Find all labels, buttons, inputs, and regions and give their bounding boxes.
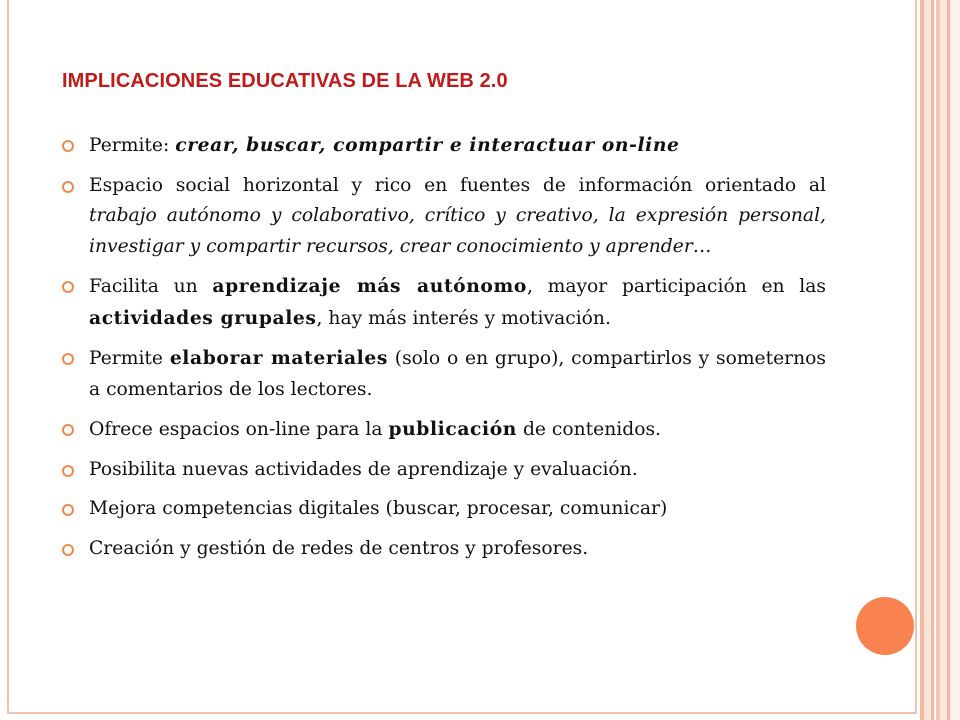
orange-circle-icon [856, 597, 914, 655]
bullet-emphasis: trabajo autónomo y colaborativo, crítico y creativo, la expresión personal, investigar y compartir recursos, crear conocimiento y aprender… [89, 205, 826, 257]
bullet-emphasis: actividades grupales [89, 306, 317, 329]
bullet-text: (solo o en grupo), compartirlos y someternos a comentarios de los lectores. [89, 348, 826, 400]
bullet-emphasis: crear, buscar, compartir e interactuar on-line [175, 134, 680, 156]
bullet-item [62, 171, 826, 263]
bullet-text: de contenidos. [517, 419, 661, 440]
decorative-stripes [918, 0, 960, 720]
circle-bullet-icon [62, 465, 74, 477]
bullet-emphasis: elaborar materiales [169, 347, 388, 369]
bullet-text: , mayor participación en las [526, 276, 826, 297]
bullet-text: , hay más interés y motivación. [316, 307, 611, 329]
bullet-text: Espacio social horizontal y rico en fuentes de información orientado al [89, 174, 826, 196]
circle-bullet-icon [62, 140, 74, 152]
bullet-list [62, 130, 826, 573]
slide-title: IMPLICACIONES EDUCATIVAS DE LA WEB 2.0 [62, 70, 508, 92]
bullet-item [62, 494, 826, 525]
bullet-emphasis: publicación [388, 418, 517, 440]
bullet-emphasis: aprendizaje más autónomo [212, 275, 527, 297]
bullet-item [62, 271, 826, 334]
bullet-text: Posibilita nuevas actividades de aprendizaje y evaluación. [89, 458, 638, 480]
bullet-item [62, 534, 826, 565]
circle-bullet-icon [62, 181, 74, 193]
circle-bullet-icon [62, 281, 74, 293]
circle-bullet-icon [62, 504, 74, 516]
bullet-text: Creación y gestión de redes de centros y profesores. [89, 537, 589, 559]
bullet-text: Permite: [89, 135, 176, 156]
circle-bullet-icon [62, 353, 74, 365]
bullet-text: Mejora competencias digitales (buscar, procesar, comunicar) [89, 498, 668, 519]
bullet-item [62, 455, 826, 486]
bullet-text: Facilita un [89, 276, 213, 297]
bullet-item [62, 343, 826, 405]
circle-bullet-icon [62, 424, 74, 436]
circle-bullet-icon [62, 544, 74, 556]
bullet-item [62, 130, 826, 162]
bullet-text: Ofrece espacios on-line para la [89, 419, 389, 440]
bullet-item [62, 414, 826, 446]
bullet-text: Permite [89, 348, 170, 369]
